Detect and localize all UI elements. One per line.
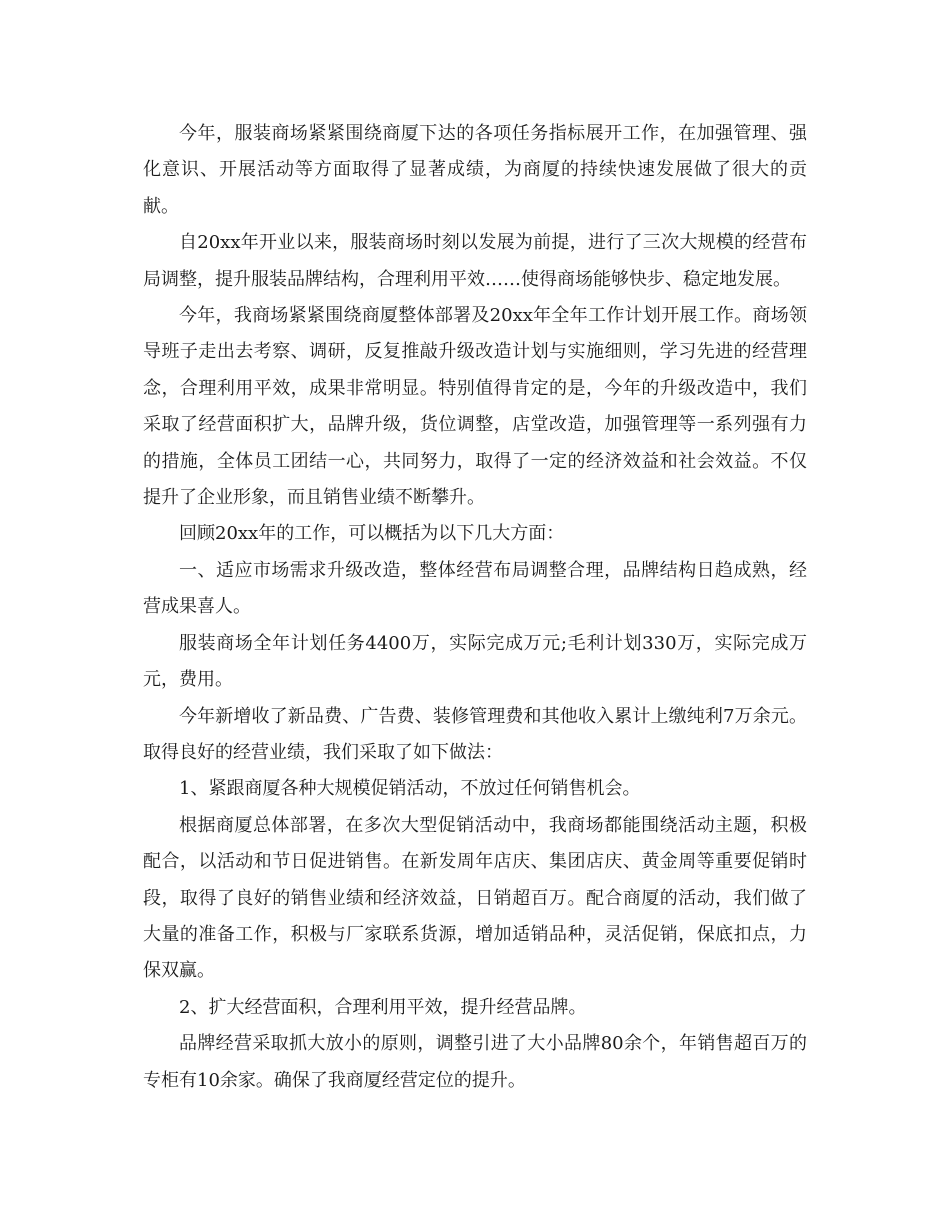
paragraph-6: 服装商场全年计划任务4400万，实际完成万元;毛利计划330万，实际完成万元，费用。 xyxy=(143,632,807,691)
paragraph-7: 今年新增收了新品费、广告费、装修管理费和其他收入累计上缴纯利7万余元。取得良好的经营业绩，我们采取了如下做法： xyxy=(143,705,807,763)
paragraph-9: 根据商厦总体部署，在多次大型促销活动中，我商场都能围绕活动主题，积极配合，以活动和节日促进销售。在新发周年店庆、集团店庆、黄金周等重要促销时段，取得了良好的销售业绩和经济效益，日销超百万。配合商厦的活动，我们做了大量的准备工作，积极与厂家联系货源，增加适销品种，灵活促销，保底扣点，力保双赢。 xyxy=(143,814,807,982)
paragraph-8: 1、紧跟商厦各种大规模促销活动，不放过任何销售机会。 xyxy=(179,778,641,800)
paragraph-5: 一、适应市场需求升级改造，整体经营布局调整合理，品牌结构日趋成熟，经营成果喜人。 xyxy=(143,559,807,618)
paragraph-4: 回顾20xx年的工作，可以概括为以下几大方面： xyxy=(179,523,565,545)
paragraph-3: 今年，我商场紧紧围绕商厦整体部署及20xx年全年工作计划开展工作。商场领导班子走出去考察、调研，反复推敲升级改造计划与实施细则，学习先进的经营理念，合理利用平效，成果非常明显。特别值得肯定的是，今年的升级改造中，我们采取了经营面积扩大，品牌升级，货位调整，店堂改造，加强管理等一系列强有力的措施，全体员工团结一心，共同努力，取得了一定的经济效益和社会效益。不仅提升了企业形象，而且销售业绩不断攀升。 xyxy=(143,305,807,509)
paragraph-2: 自20xx年开业以来，服装商场时刻以发展为前提，进行了三次大规模的经营布局调整，提升服装品牌结构，合理利用平效……使得商场能够快步、稳定地发展。 xyxy=(143,232,807,290)
paragraph-11: 品牌经营采取抓大放小的原则，调整引进了大小品牌80余个，年销售超百万的专柜有10余家。确保了我商厦经营定位的提升。 xyxy=(143,1033,807,1091)
paragraph-10: 2、扩大经营面积，合理利用平效，提升经营品牌。 xyxy=(179,996,587,1018)
document-body xyxy=(143,116,807,1099)
paragraph-1: 今年，服装商场紧紧围绕商厦下达的各项任务指标展开工作，在加强管理、强化意识、开展活动等方面取得了显著成绩，为商厦的持续快速发展做了很大的贡献。 xyxy=(143,123,807,217)
